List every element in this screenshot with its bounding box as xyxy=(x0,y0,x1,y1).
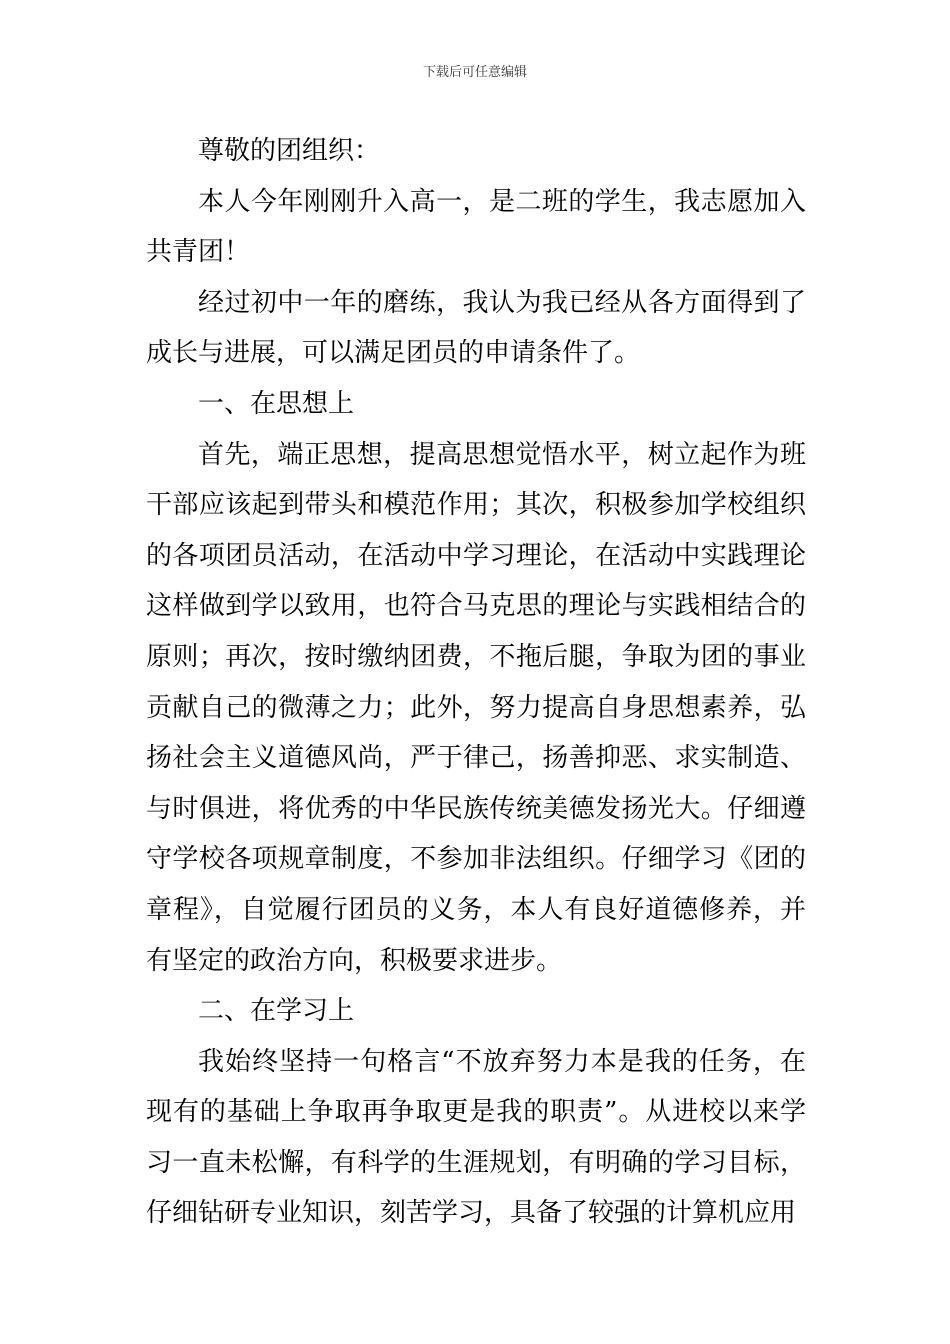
paragraph-study: 我始终坚持一句格言“不放弃努力本是我的任务，在现有的基础上争取再争取更是我的职责”。从进校以来学习一直未松懈，有科学的生涯规划，有明确的学习目标，仔细钻研专业知识，刻苦学习，具备了较强的计算机应用 xyxy=(146,1046,806,1229)
paragraph-ideology: 首先，端正思想，提高思想觉悟水平，树立起作为班干部应该起到带头和模范作用；其次，积极参加学校组织的各项团员活动，在活动中学习理论，在活动中实践理论这样做到学以致用，也符合马克思的理论与实践相结合的原则；再次，按时缴纳团费，不拖后腿，争取为团的事业贡献自己的微薄之力；此外，努力提高自身思想素养，弘扬社会主义道德风尚，严于律己，扬善抑恶、求实制造、与时俱进，将优秀的中华民族传统美德发扬光大。仔细遵守学校各项规章制度，不参加非法组织。仔细学习《团的章程》，自觉履行团员的义务，本人有良好道德修养，并有坚定的政治方向，积极要求进步。 xyxy=(146,439,806,976)
section-heading-study: 二、在学习上 xyxy=(198,996,355,1027)
paragraph-growth: 经过初中一年的磨练，我认为我已经从各方面得到了成长与进展，可以满足团员的申请条件了。 xyxy=(146,287,806,369)
page-header-note: 下载后可任意编辑 xyxy=(422,65,527,80)
section-heading-ideology: 一、在思想上 xyxy=(198,388,355,419)
letter-body xyxy=(146,126,806,1239)
paragraph-intent: 本人今年刚刚升入高一，是二班的学生，我志愿加入共青团！ xyxy=(146,186,806,268)
salutation: 尊敬的团组织： xyxy=(198,136,381,166)
